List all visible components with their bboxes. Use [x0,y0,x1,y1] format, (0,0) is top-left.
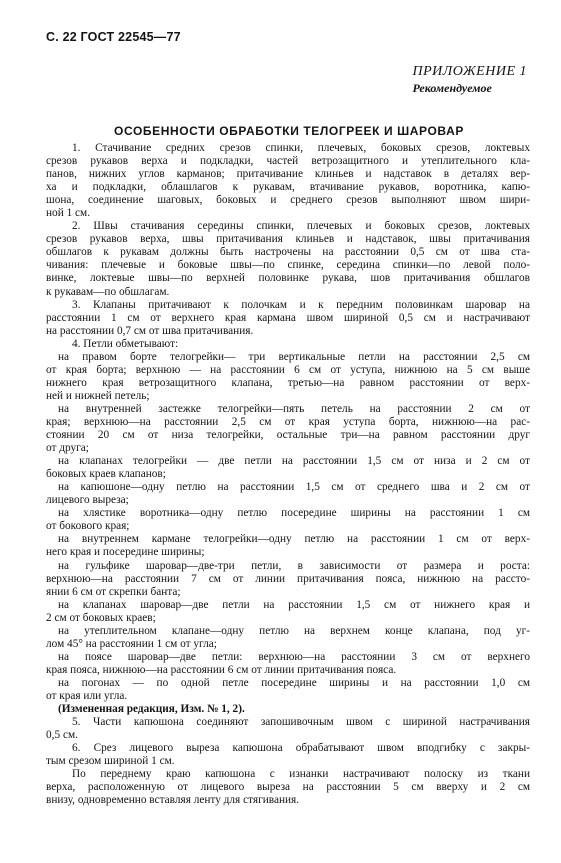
text-line: панов, нижних углов карманов; притачивание клиньев и надставок в деталях вер- [46,168,530,181]
body-text [46,142,530,807]
text-line: на утеплительном клапане—одну петлю на верхнем конце клапана, под уг- [58,624,530,637]
text-line: обшлагов к рукавам должны быть настрочены на расстоянии 0,5 см от шва ста- [46,246,530,259]
text-line: от друга; [46,442,89,455]
text-line: ха и подкладки, облашлагов к рукавам, втачивание рукавов, воротника, капю- [46,181,530,194]
text-line: края пояса, нижнюю—на расстоянии 6 см от линии притачивания пояса. [46,663,397,676]
text-line: винке, локтевые швы—по верхней половинке рукава, шов притачивания обшлагов [46,272,530,285]
appendix-title: ПРИЛОЖЕНИЕ 1 [412,64,527,79]
text-line: шона, соединение шаговых, боковых и среднего срезов выполняют швом шири- [46,194,530,207]
text-line: лицевого выреза; [46,494,129,507]
text-line: внизу, одновременно вставляя ленту для стягивания. [46,794,300,807]
text-line: на внутренней застежке телогрейки—пять петель на расстоянии 2 см от [58,402,530,415]
text-line: от края борта; верхнюю — на расстоянии 6 см от уступа, нижнюю на 5 см выше [46,363,530,376]
text-line: янии 6 см от скрепки банта; [46,585,181,598]
appendix-subtitle: Рекомендуемое [412,81,492,95]
text-line: ной 1 см. [46,207,91,220]
text-line: По переднему краю капюшона с изнанки настрачивают полоску из ткани [72,768,530,781]
section-title: ОСОБЕННОСТИ ОБРАБОТКИ ТЕЛОГРЕЕК И ШАРОВАР [114,124,464,138]
text-line: верха, расположенную от лицевого выреза на расстоянии 5 см вверху и 2 см [46,781,530,794]
text-line: 6. Срез лицевого выреза капюшона обрабатывают швом вподгибку с закры- [72,742,530,755]
text-line: 2 см от боковых краев; [46,611,156,624]
text-line: нижнего края ветрозащитного клапана, третью—на равном расстоянии от верх- [46,376,530,389]
text-line: на клапанах шаровар—две петли на расстоянии 1,5 см от нижнего края и [58,598,530,611]
text-line: на расстоянии 0,7 см от шва притачивания. [46,324,254,337]
text-line: ней и нижней петель; [46,389,150,402]
text-line: 3. Клапаны притачивают к полочкам и к передним половинкам шаровар на [72,298,530,311]
text-line: тым срезом шириной 1 см. [46,755,175,768]
page-header: С. 22 ГОСТ 22545—77 [46,30,181,44]
text-line: 5. Части капюшона соединяют запошивочным швом с шириной настрачивания [72,716,530,729]
text-line: на внутреннем кармане телогрейки—одну петлю на расстоянии 1 см от верх- [58,533,530,546]
text-line: срезов рукавов верха, швы притачивания клиньев и надставок, швы притачивания [46,233,530,246]
text-line: боковых краев клапанов; [46,468,166,481]
text-line: от края или угла. [46,689,128,702]
text-line: стоянии 20 см от низа телогрейки, остальные три—на равном расстоянии друг [46,429,530,442]
text-line: 4. Петли обметывают: [72,337,179,350]
text-line: на клапанах телогрейки — две петли на расстоянии 1,5 см от низа и 2 см от [58,455,530,468]
appendix-label [413,64,527,96]
text-line: срезов рукавов верха и подкладки, частей ветрозащитного и утеплительного кла- [46,155,530,168]
text-line: на гульфике шаровар—две-три петли, в зависимости от размера и роста: [58,559,530,572]
text-line: к рукавам—по обшлагам. [46,285,170,298]
text-line: от бокового края; [46,520,130,533]
text-line: расстоянии 1 см от верхнего края кармана швом шириной 0,5 см и настрачивают [46,311,530,324]
text-line: на капюшоне—одну петлю на расстоянии 1,5 см от среднего шва и 2 см от [58,481,530,494]
text-line: 0,5 см. [46,729,78,742]
text-line: верхнюю—на расстоянии 7 см от линии притачивания пояса, нижнюю на рассто- [46,572,530,585]
text-line: на хлястике воротника—одну петлю посередине ширины на расстоянии 1 см [58,507,530,520]
text-line: чивания: плечевые и боковые швы—по спинке, середина спинки—по левой поло- [46,259,530,272]
text-line: на погонах — по одной петле посередине ширины и на расстоянии 1,0 см [58,676,530,689]
text-line: 1. Стачивание средних срезов спинки, плечевых, боковых срезов, локтевых [72,142,530,154]
text-line: на правом борте телогрейки— три вертикальные петли на расстоянии 2,5 см [58,350,530,363]
text-line: края; верхнюю—на расстоянии 2,5 см от края уступа борта, нижнюю—на рас- [46,415,530,428]
text-line: него края и посередине ширины; [46,546,205,559]
text-line: (Измененная редакция, Изм. № 1, 2). [58,703,245,716]
text-line: лом 45° на расстоянии 1 см от угла; [46,637,217,650]
text-line: 2. Швы стачивания середины спинки, плечевых и боковых срезов, локтевых [72,220,530,233]
text-line: на поясе шаровар—две петли: верхнюю—на расстоянии 3 см от верхнего [58,650,530,663]
